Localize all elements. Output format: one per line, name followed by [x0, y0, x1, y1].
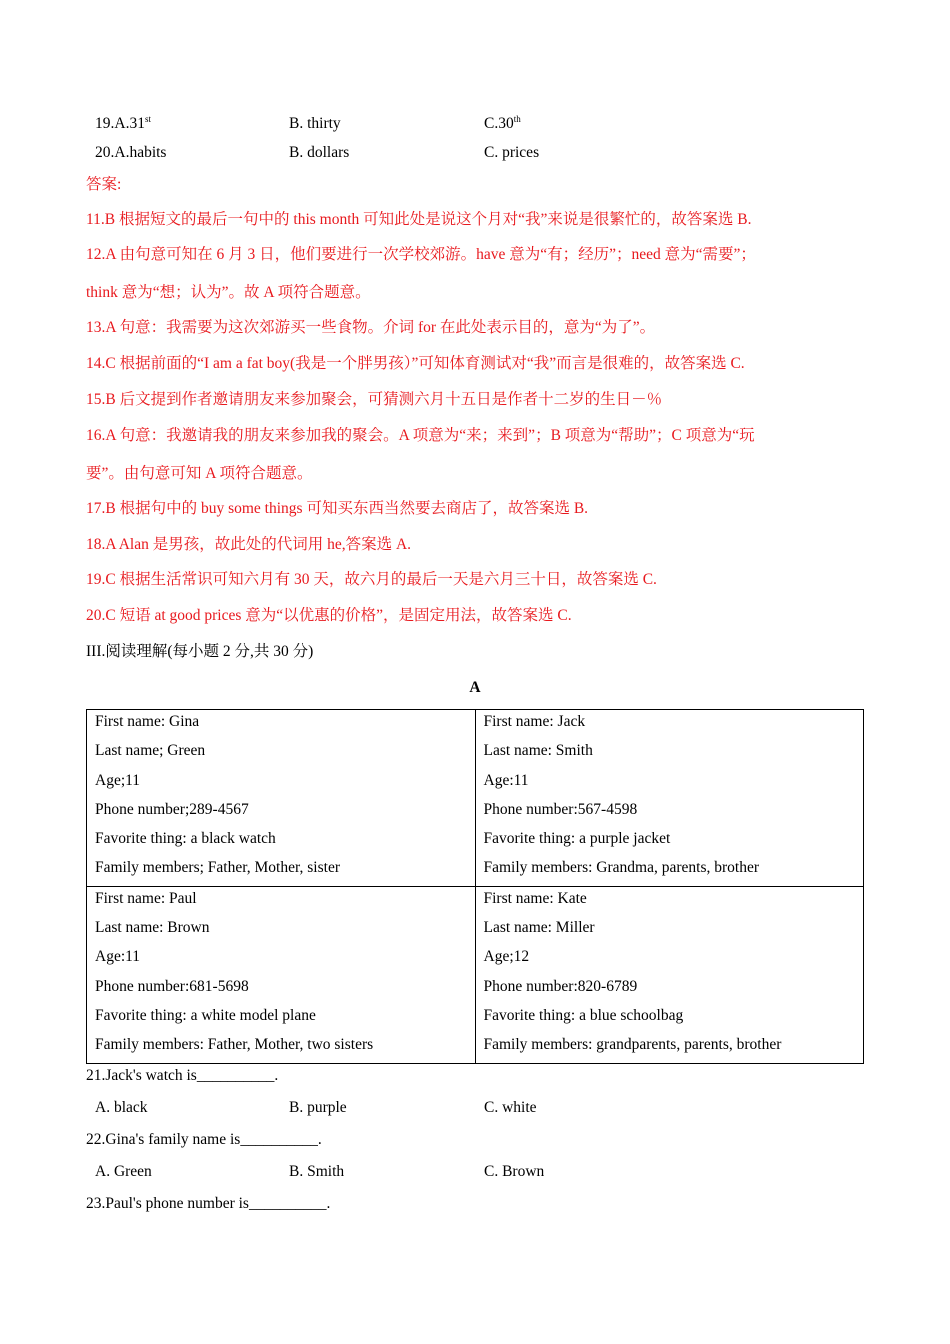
- card-line: First name: Kate: [483, 889, 587, 907]
- card-line: Phone number:820-6789: [483, 977, 638, 995]
- card-line: Age;12: [483, 948, 530, 966]
- card-line: Phone number:681-5698: [95, 977, 249, 995]
- card-jack: [475, 710, 864, 887]
- answer-19: 19.C 根据生活常识可知六月有 30 天，故六月的最后一天是六月三十日，故答案选 C.: [86, 571, 657, 588]
- q20-option-b: B. dollars: [289, 144, 350, 161]
- answer-14: 14.C 根据前面的“I am a fat boy(我是一个胖男孩）”可知体育测试对“我”而言是很难的，故答案选 C.: [86, 355, 745, 372]
- card-line: First name: Gina: [95, 713, 200, 730]
- card-line: Last name: Miller: [483, 919, 595, 937]
- question-22-option-a: A. Green: [95, 1163, 152, 1180]
- q20-option-a: 20.A.habits: [95, 144, 167, 161]
- card-paul: [87, 886, 476, 1063]
- card-line: First name: Jack: [483, 713, 586, 730]
- question-21-stem: 21.Jack's watch is__________.: [86, 1067, 279, 1084]
- card-line: Age:11: [483, 771, 529, 789]
- card-line: Phone number:567-4598: [483, 800, 638, 818]
- question-21-option-c: C. white: [484, 1099, 537, 1116]
- q19-option-b: B. thirty: [289, 115, 341, 132]
- passage-label: A: [469, 679, 481, 696]
- card-line: Last name; Green: [95, 742, 206, 760]
- card-line: Last name: Brown: [95, 919, 210, 937]
- answer-15: 15.B 后文提到作者邀请朋友来参加聚会，可猜测六月十五日是作者十二岁的生日－％: [86, 391, 663, 408]
- card-line: Age:11: [95, 948, 141, 966]
- card-line: Family members: Father, Mother, two sisters: [95, 1036, 374, 1054]
- question-21-option-a: A. black: [95, 1099, 148, 1116]
- card-kate: [475, 886, 864, 1063]
- answer-12-cont: think 意为“想；认为”。故 A 项符合题意。: [86, 284, 371, 301]
- answer-16: 16.A 句意：我邀请我的朋友来参加我的聚会。A 项意为“来；来到”；B 项意为“帮助”；C 项意为“玩: [86, 427, 755, 444]
- card-gina: [87, 710, 476, 887]
- card-line: Favorite thing: a black watch: [95, 830, 276, 848]
- info-cards-table: [86, 709, 864, 1064]
- card-line: Family members; Father, Mother, sister: [95, 859, 340, 877]
- answer-17: 17.B 根据句中的 buy some things 可知买东西当然要去商店了，故答案选 B.: [86, 500, 589, 517]
- question-22-option-b: B. Smith: [289, 1163, 345, 1180]
- answer-18: 18.A Alan 是男孩，故此处的代词用 he,答案选 A.: [86, 536, 412, 553]
- question-21-option-b: B. purple: [289, 1099, 347, 1116]
- card-line: Family members: Grandma, parents, brother: [483, 859, 759, 877]
- answer-20: 20.C 短语 at good prices 意为“以优惠的价格”，是固定用法，故答案选 C.: [86, 607, 572, 624]
- answer-16-cont: 要”。由句意可知 A 项符合题意。: [86, 465, 313, 482]
- card-line: Favorite thing: a blue schoolbag: [483, 1006, 684, 1024]
- card-line: Age;11: [95, 771, 141, 789]
- q20-option-c: C. prices: [484, 144, 540, 161]
- card-line: Favorite thing: a purple jacket: [483, 830, 671, 848]
- section-heading: III.阅读理解(每小题 2 分,共 30 分): [86, 643, 314, 660]
- card-line: First name: Paul: [95, 889, 197, 907]
- q19-option-a: 19.A.31st: [95, 114, 151, 132]
- card-line: Favorite thing: a white model plane: [95, 1006, 316, 1024]
- q19-option-c: C.30th: [484, 114, 521, 132]
- answer-11: 11.B 根据短文的最后一句中的 this month 可知此处是说这个月对“我”来说是很繁忙的，故答案选 B.: [86, 211, 752, 228]
- answer-13: 13.A 句意：我需要为这次郊游买一些食物。介词 for 在此处表示目的，意为“为了”。: [86, 319, 656, 336]
- answer-12: 12.A 由句意可知在 6 月 3 日，他们要进行一次学校郊游。have 意为“有；经历”；need 意为“需要”；: [86, 246, 756, 263]
- card-line: Last name: Smith: [483, 742, 593, 760]
- answer-heading: 答案:: [86, 176, 122, 193]
- card-line: Phone number;289-4567: [95, 800, 249, 818]
- question-23-stem: 23.Paul's phone number is__________.: [86, 1195, 331, 1212]
- question-22-option-c: C. Brown: [484, 1163, 545, 1180]
- question-22-stem: 22.Gina's family name is__________.: [86, 1131, 322, 1148]
- card-line: Family members: grandparents, parents, brother: [483, 1036, 782, 1054]
